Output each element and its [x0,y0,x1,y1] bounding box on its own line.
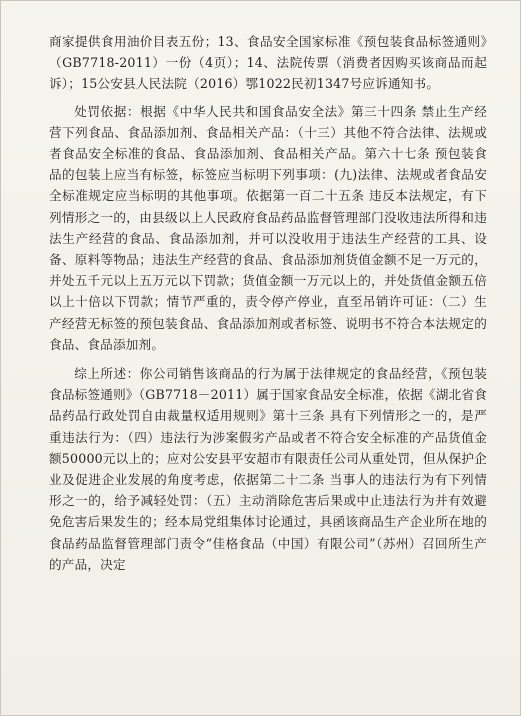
penalty-basis-paragraph: 处罚依据：根据《中华人民共和国食品安全法》第三十四条 禁止生产经营下列食品、食品添加剂、食品相关产品：（十三）其他不符合法律、法规或者食品安全标准的食品、食品添加剂、食品相关产品。第六十七条 预包装食品的包装上应当有标签，标签应当标明下列事项：(九)法律、法规或者食品安全标准规定应当标明的其他事项。依据第一百二十五条 违反本法规定，有下列情形之一的，由县级以上人民政府食品药品监督管理部门没收违法所得和违法生产经营的食品、食品添加剂，并可以没收用于违法生产经营的工具、设备、原料等物品；违法生产经营的食品、食品添加剂货值金额不足一万元的，并处五千元以上五万元以下罚款；货值金额一万元以上的，并处货值金额五倍以上十倍以下罚款；情节严重的，责令停产停业，直至吊销许可证：（二）生产经营无标签的预包装食品、食品添加剂或者标签、说明书不符合本法规定的食品、食品添加剂。 [49,103,487,352]
summary-paragraph: 综上所述：你公司销售该商品的行为属于法律规定的食品经营，《预包装食品标签通则》（GB7718－2011）属于国家食品安全标准，依据《湖北省食品药品行政处罚自由裁量权适用规则》第十三条 具有下列情形之一的，是严重违法行为：（四）违法行为涉案假劣产品或者不符合安全标准的产品货值金额50000元以上的；应对公安县平安超市有限责任公司从重处罚，但从保护企业及促进企业发展的角度考虑，依据第二十二条 当事人的违法行为有下列情形之一的，给予减轻处罚：（五）主动消除危害后果或中止违法行为并有效避免危害后果发生的；经本局党组集体讨论通过，具函该商品生产企业所在地的食品药品监督管理部门责令“佳格食品（中国）有限公司”（苏州）召回所生产的产品，决定 [49,366,487,572]
document-body [49,31,487,575]
evidence-list-continuation: 商家提供食用油价目表五份；13、食品安全国家标准《预包装食品标签通则》（GB7718-2011）一份（4页）；14、法院传票（消费者因购买该商品而起诉）；15公安县人民法院（2016）鄂1022民初1347号应诉通知书。 [49,34,487,92]
